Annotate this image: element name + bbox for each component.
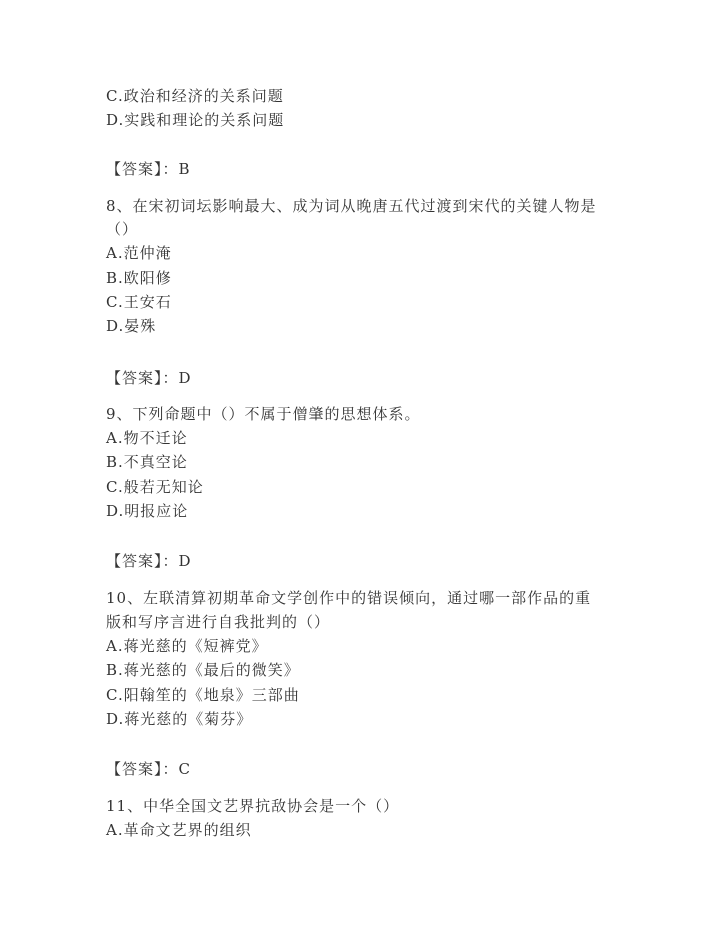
question-10-answer: 【答案】：C <box>106 760 191 778</box>
question-8-option-c: C.王安石 <box>106 293 172 311</box>
answer-prev: 【答案】：B <box>106 160 191 178</box>
option-c-prev: C.政治和经济的关系问题 <box>106 87 284 105</box>
question-9-option-d: D.明报应论 <box>106 502 189 520</box>
question-9-option-a: A.物不迁论 <box>106 429 188 447</box>
question-8-option-d: D.晏殊 <box>106 317 157 335</box>
question-10-stem-line-1: 10、左联清算初期革命文学创作中的错误倾向，通过哪一部作品的重 <box>106 589 592 607</box>
question-11-option-a: A.革命文艺界的组织 <box>106 821 252 839</box>
question-9-answer: 【答案】：D <box>106 552 192 570</box>
question-10-option-b: B.蒋光慈的《最后的微笑》 <box>106 661 300 679</box>
question-10-option-d: D.蒋光慈的《菊芬》 <box>106 710 253 728</box>
question-11-stem-line-1: 11、中华全国文艺界抗敌协会是一个（） <box>106 797 400 815</box>
question-8-stem-line-2: （） <box>106 220 139 238</box>
question-10-option-a: A.蒋光慈的《短裤党》 <box>106 637 268 655</box>
question-10-stem-line-2: 版和写序言进行自我批判的（） <box>106 613 331 631</box>
question-10-option-c: C.阳翰笙的《地泉》三部曲 <box>106 686 300 704</box>
question-9-option-c: C.般若无知论 <box>106 478 204 496</box>
question-8-stem-line-1: 8、在宋初词坛影响最大、成为词从晚唐五代过渡到宋代的关键人物是 <box>106 197 597 215</box>
option-d-prev: D.实践和理论的关系问题 <box>106 111 285 129</box>
question-9-stem-line-1: 9、下列命题中（）不属于僧肇的思想体系。 <box>106 405 421 423</box>
question-8-answer: 【答案】：D <box>106 369 192 387</box>
question-8-option-a: A.范仲淹 <box>106 244 172 262</box>
question-9-option-b: B.不真空论 <box>106 453 188 471</box>
question-8-option-b: B.欧阳修 <box>106 269 172 287</box>
